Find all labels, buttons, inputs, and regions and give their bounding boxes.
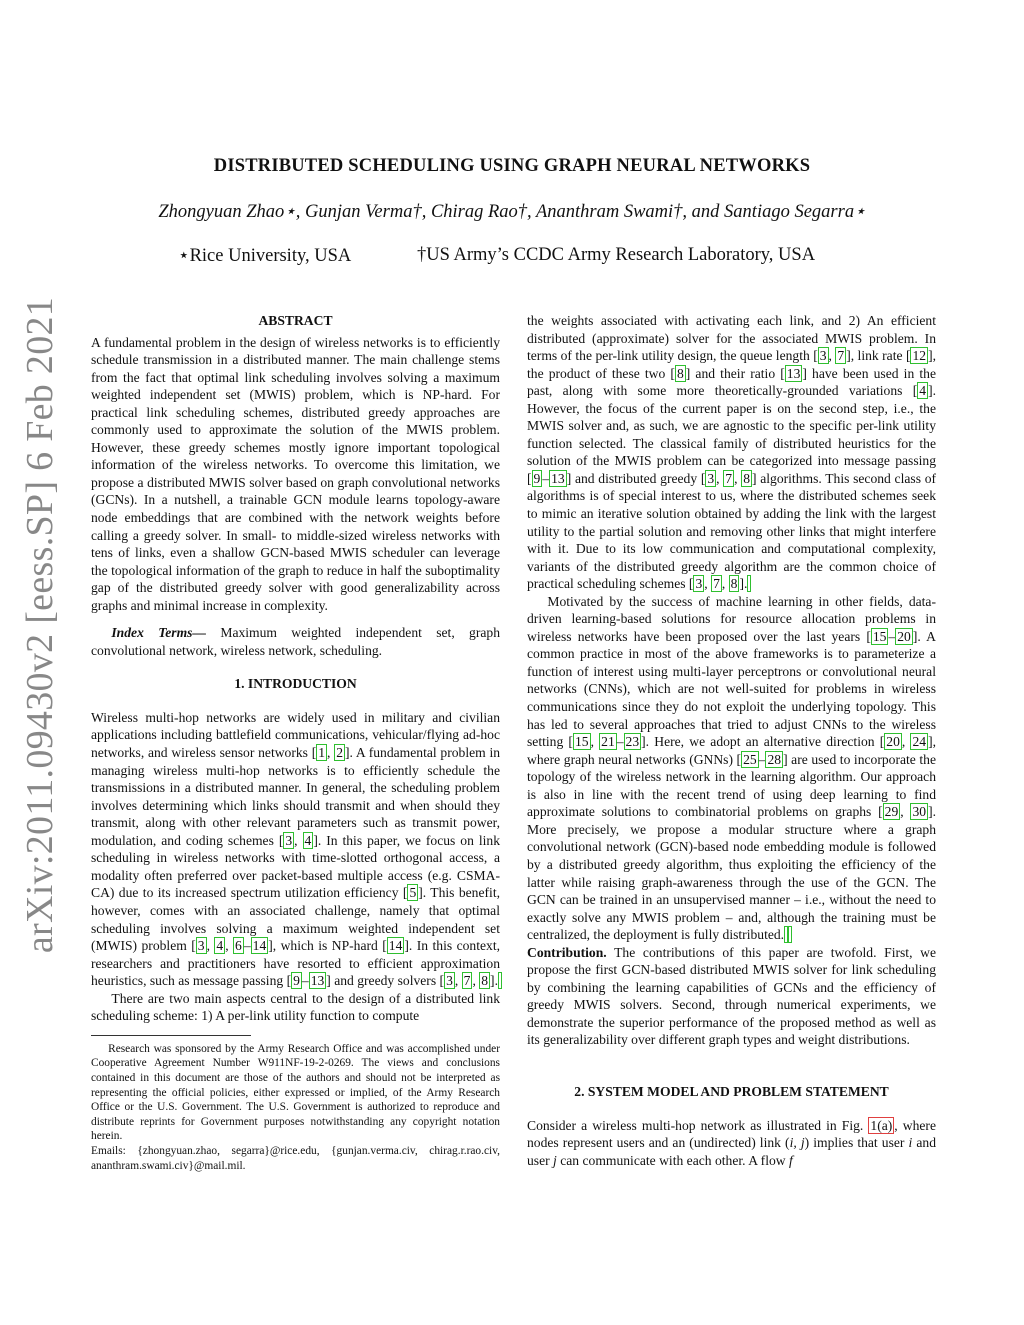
footnote-emails: Emails: {zhongyuan.zhao, segarra}@rice.edu, {gunjan.verma.civ, chirag.r.rao.civ, ananthram.swami.civ}@mail.mil. (91, 1144, 500, 1172)
citation-link[interactable]: 8 (743, 470, 750, 486)
contribution-paragraph (527, 944, 936, 1049)
citation-link[interactable]: 12 (912, 348, 927, 364)
citation-link[interactable]: 5 (409, 885, 417, 901)
index-terms-text: Maximum weighted independent set, graph convolutional network, wireless network, scheduling. (91, 625, 500, 658)
arxiv-stamp: arXiv:2011.09430v2 [eess.SP] 6 Feb 2021 (19, 296, 61, 954)
citation-link[interactable]: 8 (676, 365, 684, 381)
citation-link[interactable]: 8 (481, 973, 489, 989)
citation-link[interactable]: 28 (767, 751, 782, 767)
citation-link[interactable]: 9 (293, 973, 300, 989)
section2-heading: 2. SYSTEM MODEL AND PROBLEM STATEMENT (574, 1083, 889, 1099)
intro-paragraph-1: Wireless multi-hop networks are widely used in military and civilian applications including battlefield communications, vehicular/flying ad-hoc networks, and wireless sensor networks [ 1 , 2 ]. A fundamental problem in managing wireless multi-hop networks is to efficiently schedule the transmissions in a distributed manner. In general, the scheduling problem involves determining which links should transmit and when should they transmit, along with other relevant parameters such as transmit power, modulation, and coding schemes [ 3 , 4 ]. In this paper, we focus on link scheduling in wireless networks with time-slotted orthogonal access, a modality often preferred over packet-based multiple access (e.g. CSMA-CA) due to its increased spectrum utilization efficiency [ 5 ]. This benefit, however, comes with an associated challenge, namely that optimal scheduling involves solving a maximum weighted independent set (MWIS) problem [ 3 , 4 , 6 – 14 ], which is NP-hard [ 14 ]. In this context, researchers and practitioners have resorted to efficient approximation heuristics, such as message passing [ 9 – 13 ] and greedy solvers [ 3 , 7 , 8 ]. (91, 709, 501, 989)
citation-link[interactable]: 3 (695, 576, 703, 592)
contribution-text: The contributions of this paper are twofold. First, we propose the first GCN-based distributed MWIS solver for link scheduling by combining the learning capabilities of GCNs and the efficiency of greedy MWIS solvers. Second, through numerical experiments, we demonstrate the superior performance of the proposed method as well as its generalizability over different graph types and weight distributions. (527, 944, 936, 1048)
citation-link[interactable]: 20 (886, 734, 900, 750)
citation-link[interactable]: 7 (713, 576, 720, 592)
citation-link[interactable]: 3 (197, 938, 205, 954)
paper-title: DISTRIBUTED SCHEDULING USING GRAPH NEURAL NETWORKS (213, 156, 811, 176)
abstract-text: A fundamental problem in the design of wireless networks is to efficiently schedule transmission in a distributed manner. The main challenge stems from the fact that optimal link scheduling involves solving a maximum weighted independent set (MWIS) problem, which is NP-hard. For practical link scheduling schemes, distributed greedy approaches are commonly used to approximate the solution of the MWIS problem. However, these greedy schemes mostly ignore important topological information of the wireless networks. To overcome this limitation, we propose a distributed MWIS solver based on graph convolutional networks (GCNs). In a nutshell, a trainable GCN module learns topology-aware node embeddings that are combined with the network weights before calling a greedy solver. In small- to middle-sized wireless networks with tens of links, even a shallow GCN-based MWIS scheduler can leverage the topological information of the graph to reduce in half the suboptimality gap of the distributed greedy solver with good generalizability across graphs and minimal increase in complexity. (91, 334, 500, 613)
citation-link[interactable]: 13 (786, 365, 801, 381)
citation-link[interactable]: 7 (837, 348, 845, 364)
citation-link[interactable]: 2 (336, 745, 343, 761)
citation-link[interactable]: 9 (533, 470, 541, 486)
author-list: Zhongyuan Zhao⋆, Gunjan Verma†, Chirag Rao†, Ananthram Swami†, and Santiago Segarra⋆ (158, 202, 866, 222)
citation-link[interactable]: 4 (216, 938, 224, 954)
citation-link[interactable]: 20 (897, 628, 911, 644)
citation-link[interactable]: 4 (304, 832, 312, 848)
citation-link[interactable]: 3 (446, 973, 453, 989)
citation-link[interactable]: 7 (463, 973, 471, 989)
citation-link[interactable]: 4 (919, 383, 927, 399)
right-paragraph-2: Motivated by the success of machine learning in other fields, data-driven learning-based solutions for resource allocation problems in wireless networks have been proposed over the last years [ 15 – 20 ]. A common practice in most of the above frameworks is to parameterize a function of interest using multi-layer perceptrons or convolutional neural networks (CNNs), which are not well-suited for problems in wireless communications since they do not exploit the underlying topology. This has led to several approaches that tried to adjust CNNs to the wireless setting [ 15 , 21 – 23 ]. Here, we adopt an alternative direction [ 20 , 24 ], where graph neural networks (GNNs) [ 25 – 28 ] are used to incorporate the topology of the wireless network in the learning algorithm. Our approach is also in line with the recent trend of using deep learning to find approximate solutions to combinatorial problems on graphs [ 29 , 30 ]. More precisely, we propose a modular structure where a graph convolutional network (GCN)-based node embedding module is followed by a distributed greedy algorithm, thus exploiting the efficiency of the latter while raising graph-awareness through the use of the GCN. The GCN can be trained in an unsupervised manner – i.e., without the need to exactly solve any MWIS problem – and, although the training must be centralized, the deployment is fully distributed. (527, 593, 937, 943)
footnote-rule (91, 1035, 251, 1036)
footnote-funding: Research was sponsored by the Army Research Office and was accomplished under Cooperative Agreement Number W911NF-19-2-0269. The views and conclusions contained in this document are those of the authors and should not be interpreted as representing the official policies, either expressed or implied, of the Army Research Office or the U.S. Government. The U.S. Government is authorized to reproduce and distribute reprints for Government purposes notwithstanding any copyright notation herein. (91, 1042, 500, 1143)
citation-link[interactable]: 25 (743, 751, 757, 767)
citation-link[interactable]: 30 (912, 804, 927, 820)
citation-link[interactable] (788, 926, 792, 943)
citation-link[interactable]: 7 (725, 470, 733, 486)
citation-link[interactable]: 3 (285, 832, 293, 848)
index-terms (91, 624, 500, 659)
left-column (91, 312, 500, 1173)
citation-link[interactable]: 13 (310, 973, 325, 989)
citation-link[interactable]: 14 (252, 938, 267, 954)
index-terms-label: Index Terms— (111, 625, 207, 641)
citation-link[interactable]: 15 (574, 734, 589, 750)
figure-link[interactable]: 1(a) (870, 1117, 893, 1133)
citation-link[interactable]: 3 (819, 348, 827, 364)
intro-paragraph-2: There are two main aspects central to the design of a distributed link scheduling scheme: 1) A per-link utility function to compute (91, 990, 500, 1024)
citation-link[interactable]: 3 (707, 470, 715, 486)
citation-link[interactable]: 1 (318, 745, 326, 761)
intro-heading: 1. INTRODUCTION (234, 676, 357, 692)
section2-paragraph-1: Consider a wireless multi-hop network as illustrated in Fig. 1(a) , where nodes represent users and an (undirected) link (i, j) implies that user i and user j can communicate with each other. A flow f (527, 1117, 937, 1168)
citation-link[interactable]: 6 (235, 938, 242, 954)
right-paragraph-1: the weights associated with activating each link, and 2) An efficient distributed (approximate) solver for the associated MWIS problem. In terms of the per-link utility design, the queue length [ 3 , 7 ], link rate [ 12 ], the product of these two [ 8 ] and their ratio [ 13 ] have been used in the past, along with some more theoretically-grounded variations [ 4 ]. However, the focus of the current paper is on the second step, i.e., the MWIS solver and, as such, we are agnostic to the specific per-link utility function selected. The classical family of distributed heuristics for the solution of the MWIS problem can be categorized into message passing [ 9 – 13 ] and distributed greedy [ 3 , 7 , 8 ] algorithms. This second class of algorithms is of special interest to us, where the distributed schemes seek to mimic an iterative solution obtained by adding the link with the largest utility to the partial solution and removing other links that might interfere with it. Due to its low communication and computational complexity, variants of the distributed greedy algorithm are the common choice of practical scheduling schemes [ 3 , 7 , 8 ]. (527, 313, 937, 592)
right-column (527, 312, 936, 1169)
affiliation-army: †US Army’s CCDC Army Research Laboratory, USA (417, 245, 816, 265)
citation-link[interactable]: 29 (884, 804, 899, 820)
citation-link[interactable]: 23 (625, 734, 640, 750)
citation-link[interactable]: 21 (601, 734, 615, 750)
abstract-heading: ABSTRACT (258, 313, 333, 328)
citation-link[interactable]: 24 (912, 734, 927, 750)
citation-link[interactable]: 14 (388, 938, 403, 954)
citation-link[interactable]: 8 (730, 576, 738, 592)
citation-link[interactable] (498, 972, 502, 989)
citation-link[interactable]: 13 (551, 470, 565, 486)
citation-link[interactable]: 15 (872, 628, 887, 644)
citation-link[interactable] (747, 575, 751, 592)
affiliation-rice: ⋆Rice University, USA (178, 246, 352, 266)
contribution-label: Contribution. (527, 944, 607, 960)
